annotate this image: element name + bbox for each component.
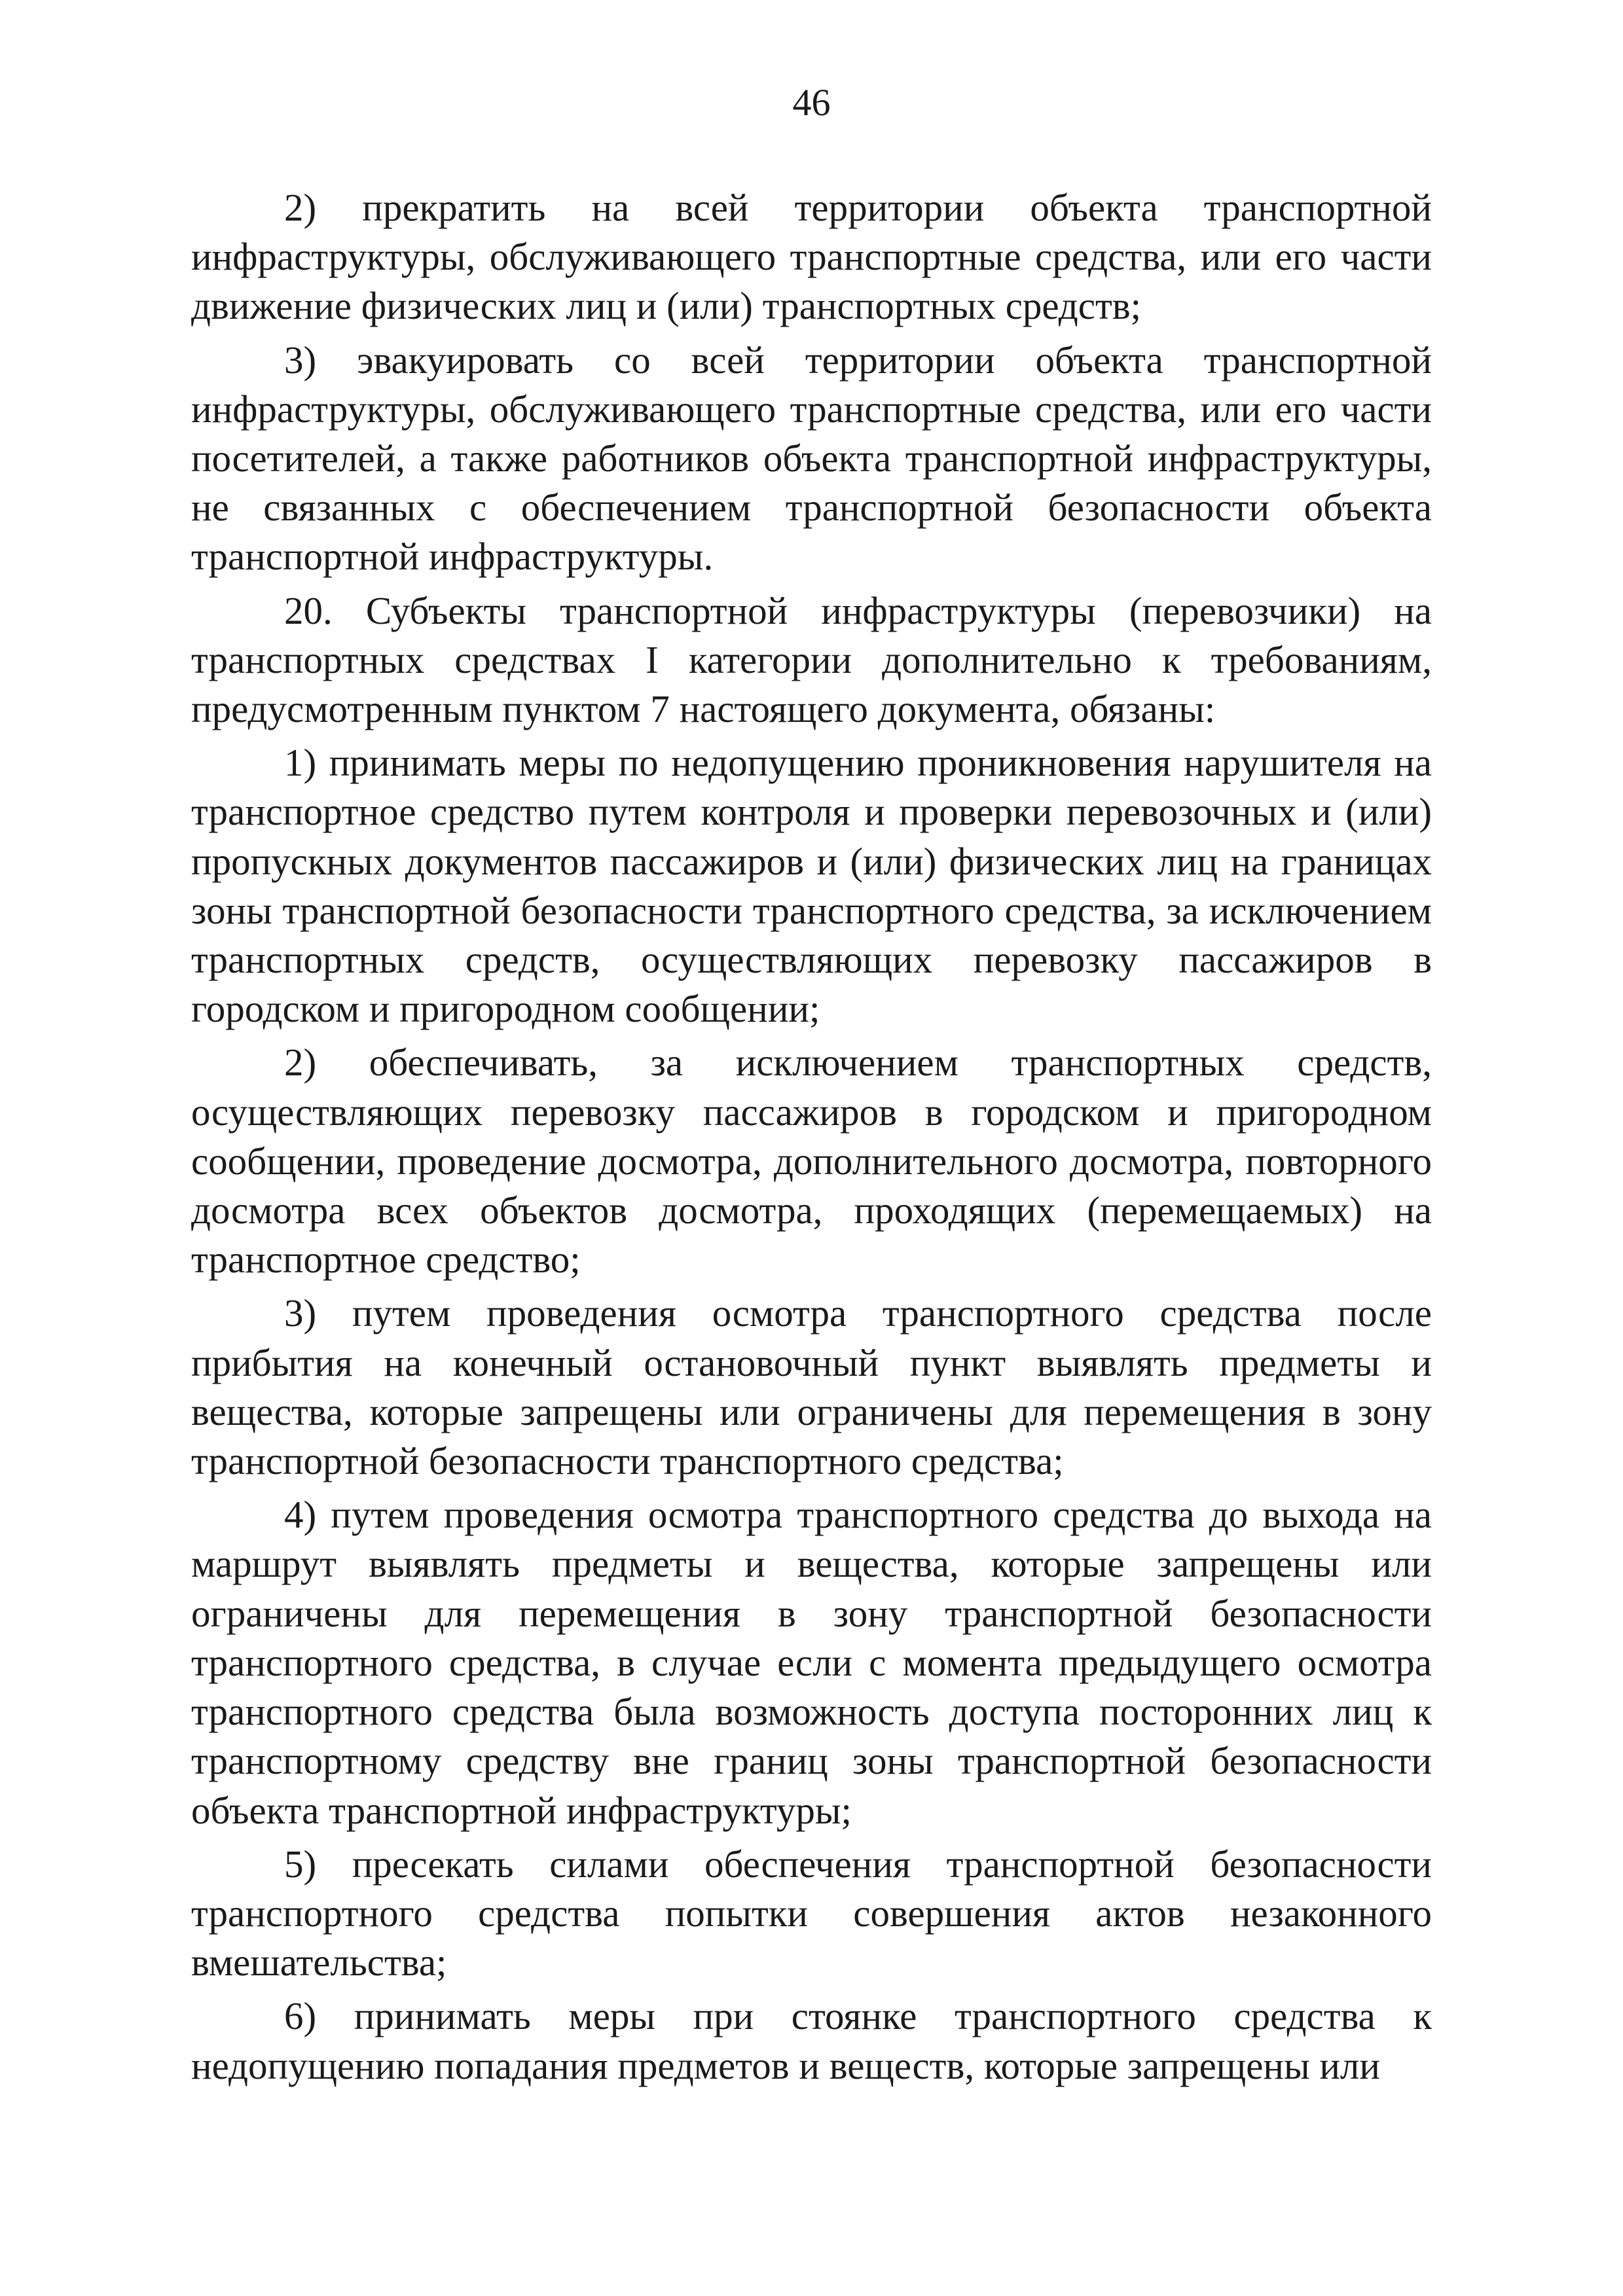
paragraph-item-3-evacuate: 3) эвакуировать со всей территории объекта транспортной инфраструктуры, обслуживающего транспортные средства, или его части посетителей, а также работников объекта транспортной инфраструктуры, не связанных с обеспечением транспортной безопасности объекта транспортной инфраструктуры. [191, 338, 1432, 579]
paragraph-item-2-stop-movement: 2) прекратить на всей территории объекта транспортной инфраструктуры, обслуживающего транспортные средства, или его части движение физических лиц и (или) транспортных средств; [191, 186, 1432, 328]
paragraph-item-2-screening: 2) обеспечивать, за исключением транспортных средств, осуществляющих перевозку пассажиров в городском и пригородном сообщении, проведение досмотра, дополнительного досмотра, повторного досмотра всех объектов досмотра, проходящих (перемещаемых) на транспортное средство; [191, 1041, 1432, 1282]
paragraph-clause-20: 20. Субъекты транспортной инфраструктуры (перевозчики) на транспортных средствах I категории дополнительно к требованиям, предусмотренным пунктом 7 настоящего документа, обязаны: [191, 588, 1432, 731]
paragraph-item-3-inspection-after-arrival: 3) путем проведения осмотра транспортного средства после прибытия на конечный остановочный пункт выявлять предметы и вещества, которые запрещены или ограничены для перемещения в зону транспортной безопасности транспортного средства; [191, 1291, 1432, 1483]
document-body [191, 183, 1432, 2090]
paragraph-item-1-prevent-intrusion: 1) принимать меры по недопущению проникновения нарушителя на транспортное средство путем контроля и проверки перевозочных и (или) пропускных документов пассажиров и (или) физических лиц на границах зоны транспортной безопасности транспортного средства, за исключением транспортных средств, осуществляющих перевозку пассажиров в городском и пригородном сообщении; [191, 741, 1432, 1031]
paragraph-item-6-parking-measures: 6) принимать меры при стоянке транспортного средства к недопущению попадания предметов и веществ, которые запрещены или [191, 1994, 1432, 2087]
page-number: 46 [792, 81, 831, 124]
paragraph-item-4-inspection-before-route: 4) путем проведения осмотра транспортного средства до выхода на маршрут выявлять предметы и вещества, которые запрещены или ограничены для перемещения в зону транспортной безопасности транспортного средства, в случае если с момента предыдущего осмотра транспортного средства была возможность доступа посторонних лиц к транспортному средству вне границ зоны транспортной безопасности объекта транспортной инфраструктуры; [191, 1493, 1432, 1832]
paragraph-item-5-suppress-acts: 5) пресекать силами обеспечения транспортной безопасности транспортного средства попытки совершения актов незаконного вмешательства; [191, 1842, 1432, 1984]
